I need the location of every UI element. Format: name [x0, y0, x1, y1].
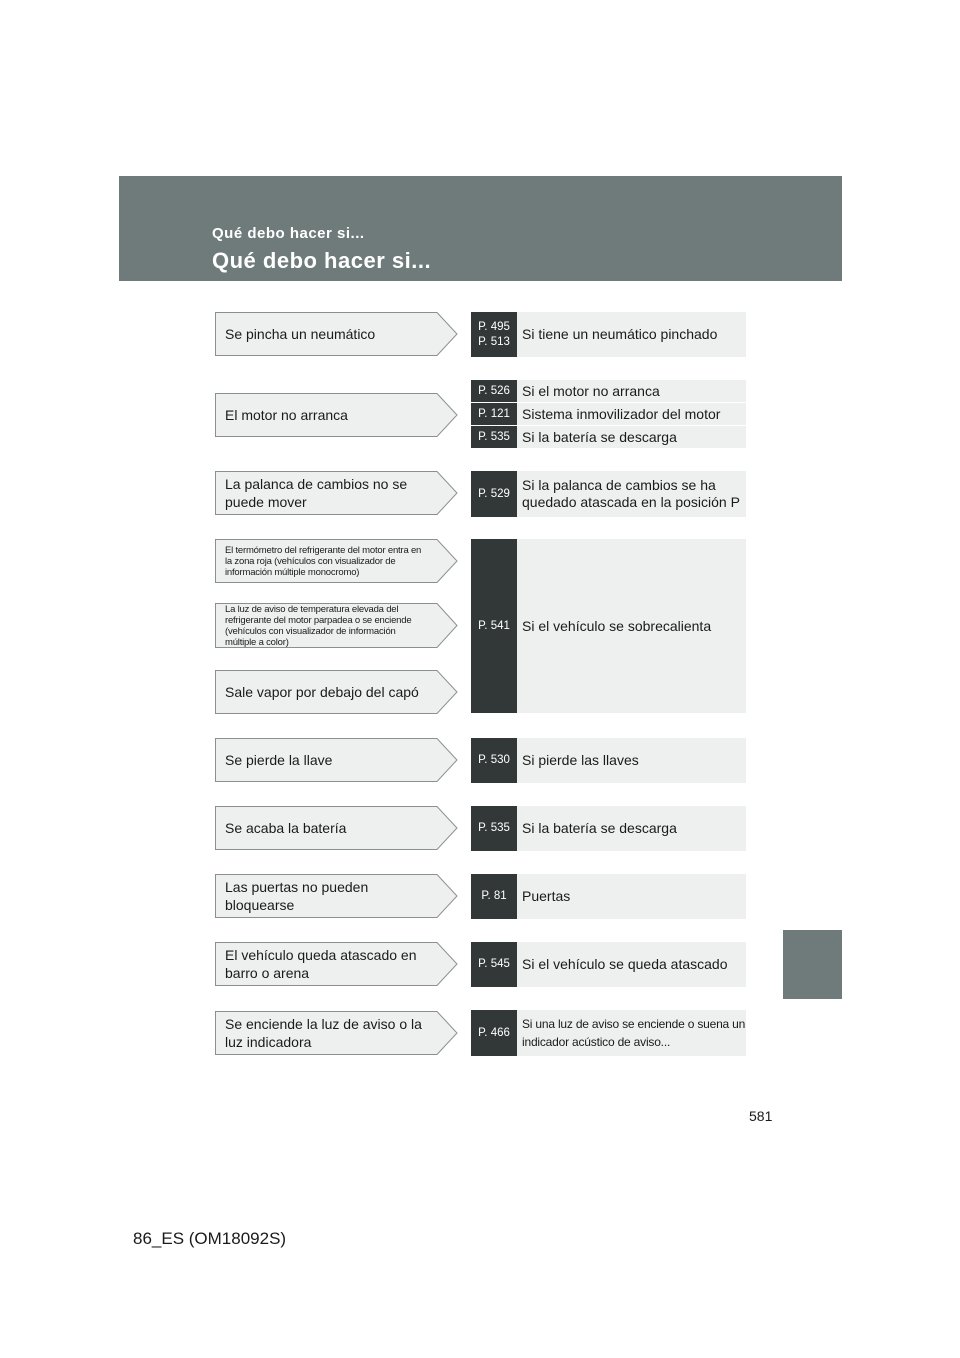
solution-link[interactable]: [517, 1010, 746, 1056]
solution-text: Sistema inmovilizador del motor: [522, 405, 721, 422]
page-ref-label: P. 541: [478, 619, 510, 632]
solution-text: Si el vehículo se sobrecalienta: [522, 617, 712, 634]
problem-box-warning-light: [215, 1011, 458, 1055]
page-ref-label: P. 545: [478, 958, 510, 970]
problem-text: El termómetro del refrigerante del motor entra en la zona roja (vehículos con visualizador de información múltiple monocromo): [225, 544, 422, 578]
problem-box-lost-key: [215, 738, 458, 782]
problem-text: La luz de aviso de temperatura elevada del refrigerante del motor parpadea o se enciende (vehículos con visualizador de información múltiple a color): [225, 603, 412, 648]
solution-link[interactable]: [517, 380, 746, 402]
problem-box-engine: [215, 393, 458, 437]
solution-text: Si una luz de aviso se enciende o suena un indicador acústico de aviso...: [522, 1017, 746, 1049]
page-ref-label: P. 495: [478, 320, 510, 333]
solution-text: Si la batería se descarga: [522, 820, 677, 836]
problem-text: Sale vapor por debajo del capó: [225, 684, 419, 700]
page-reference[interactable]: [471, 380, 517, 402]
page-reference[interactable]: [471, 1010, 517, 1056]
page-ref-label: P. 530: [478, 754, 510, 766]
solution-link[interactable]: [517, 806, 746, 851]
problem-box-battery: [215, 806, 458, 850]
page-reference[interactable]: [471, 539, 517, 713]
page-reference[interactable]: [471, 806, 517, 851]
page-ref-label: P. 81: [481, 890, 507, 902]
problem-text: Las puertas no pueden bloquearse: [225, 879, 369, 913]
chapter-tab: [783, 930, 842, 999]
page-title: Qué debo hacer si...: [212, 248, 432, 273]
page-ref-label: P. 535: [478, 822, 510, 834]
problem-text: Se pierde la llave: [225, 752, 333, 768]
solution-link[interactable]: [517, 942, 746, 987]
problem-text: Se acaba la batería: [225, 820, 347, 836]
solution-link[interactable]: [517, 738, 746, 783]
page-reference[interactable]: [471, 942, 517, 987]
page-reference[interactable]: [471, 426, 517, 448]
page-ref-label: P. 513: [478, 335, 510, 348]
solution-text: Si tiene un neumático pinchado: [522, 326, 718, 342]
problem-box-steam: [215, 670, 458, 714]
solution-text: Si la palanca de cambios se ha quedado atascada en la posición P: [522, 477, 740, 510]
solution-text: Si el vehículo se queda atascado: [522, 956, 728, 972]
problem-text: El motor no arranca: [225, 407, 348, 423]
solution-text: Puertas: [522, 888, 571, 904]
solution-link[interactable]: [517, 874, 746, 919]
problem-text: El vehículo queda atascado en barro o arena: [225, 947, 417, 981]
page-ref-label: P. 121: [478, 407, 510, 420]
solution-link[interactable]: [517, 403, 746, 425]
page-reference[interactable]: [471, 738, 517, 783]
problem-text: Se pincha un neumático: [225, 326, 376, 342]
page-ref-label: P. 466: [478, 1026, 510, 1039]
problem-box-doors: [215, 874, 458, 918]
solution-link[interactable]: [517, 426, 746, 448]
document-code: 86_ES (OM18092S): [133, 1229, 287, 1248]
page-reference[interactable]: [471, 312, 517, 357]
solution-text: Si el motor no arranca: [522, 382, 660, 399]
page-number: 581: [749, 1108, 773, 1124]
page-reference[interactable]: [471, 874, 517, 919]
section-header: [119, 176, 842, 281]
section-subtitle: Qué debo hacer si...: [212, 225, 365, 242]
page-reference[interactable]: [471, 403, 517, 425]
solution-text: Si la batería se descarga: [522, 428, 677, 445]
solution-link[interactable]: [517, 471, 746, 517]
problem-text: Se enciende la luz de aviso o la luz indicadora: [225, 1016, 422, 1050]
solution-link[interactable]: [517, 539, 746, 713]
problem-box-flat-tire: [215, 312, 458, 356]
problem-text: La palanca de cambios no se puede mover: [225, 476, 408, 510]
problem-box-coolant-warning: [215, 603, 458, 648]
solution-text: Si pierde las llaves: [522, 752, 639, 768]
page-ref-label: P. 526: [478, 384, 510, 397]
problem-box-shift-lever: [215, 471, 458, 515]
solution-link[interactable]: [517, 312, 746, 357]
page-ref-label: P. 529: [478, 487, 510, 500]
page-reference[interactable]: [471, 471, 517, 517]
problem-box-stuck: [215, 942, 458, 986]
page-ref-label: P. 535: [478, 430, 510, 443]
problem-box-coolant-gauge: [215, 539, 458, 583]
